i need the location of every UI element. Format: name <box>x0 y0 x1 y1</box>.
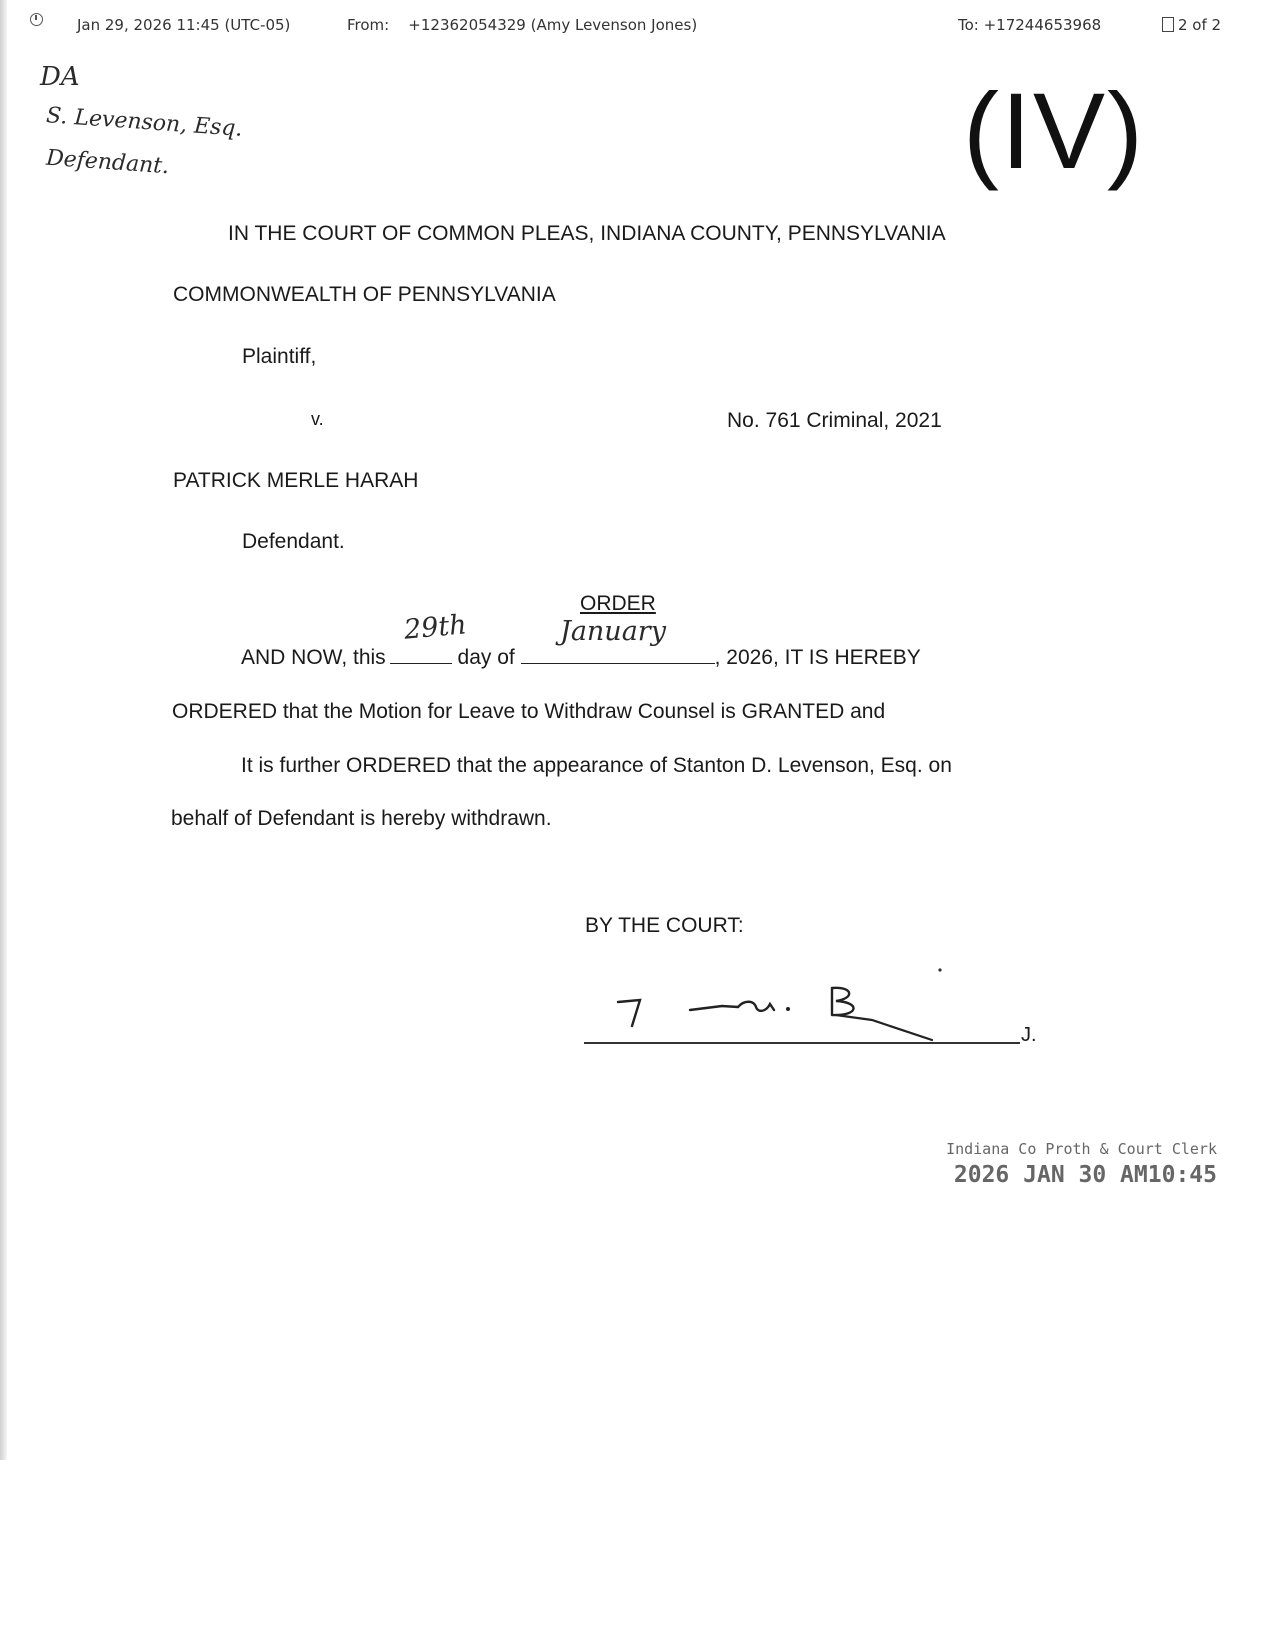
clock-icon <box>30 13 43 26</box>
judge-signature <box>610 960 970 1050</box>
case-number: No. 761 Criminal, 2021 <box>727 409 942 432</box>
order-line-1 <box>241 646 921 670</box>
month-blank <box>521 663 715 664</box>
exhibit-mark: (IV) <box>963 70 1145 191</box>
order-line-2: ORDERED that the Motion for Leave to Withdraw Counsel is GRANTED and <box>172 700 886 723</box>
fax-page-label: 2 of 2 <box>1178 16 1222 34</box>
order-intro: AND NOW, this <box>241 646 386 669</box>
fax-page-count <box>1162 16 1221 34</box>
fax-from-value: +12362054329 (Amy Levenson Jones) <box>408 16 698 34</box>
fax-from <box>347 16 697 34</box>
page-icon <box>1162 17 1174 32</box>
filing-stamp-datetime: 2026 JAN 30 AM10:45 <box>953 1162 1217 1188</box>
handwritten-month: January <box>560 616 666 647</box>
scan-edge-shadow <box>0 0 7 1460</box>
versus: v. <box>311 409 324 429</box>
judge-suffix: J. <box>1021 1024 1037 1046</box>
defendant-name: PATRICK MERLE HARAH <box>173 469 419 492</box>
court-heading: IN THE COURT OF COMMON PLEAS, INDIANA COUNTY, PENNSYLVANIA <box>228 222 946 245</box>
filing-stamp-clerk: Indiana Co Proth & Court Clerk <box>946 1140 1217 1158</box>
order-day-of: day of <box>457 646 515 669</box>
plaintiff-role: Plaintiff, <box>242 345 317 368</box>
fax-to: To: +17244653968 <box>958 16 1102 34</box>
handwritten-levenson: S. Levenson, Esq. <box>45 103 244 142</box>
signature-line <box>584 1042 1020 1044</box>
fax-timestamp: Jan 29, 2026 11:45 (UTC-05) <box>77 16 291 34</box>
order-year-clause: , 2026, IT IS HEREBY <box>714 646 921 669</box>
day-blank <box>390 663 452 664</box>
handwritten-day: 29th <box>402 609 468 646</box>
order-title: ORDER <box>580 592 656 615</box>
fax-from-label: From: <box>347 16 390 34</box>
order-line-4: behalf of Defendant is hereby withdrawn. <box>171 807 552 830</box>
defendant-role: Defendant. <box>242 530 345 553</box>
by-the-court: BY THE COURT: <box>585 914 744 937</box>
handwritten-da: DA <box>40 62 80 92</box>
handwritten-defendant: Defendant. <box>45 145 170 180</box>
order-line-3: It is further ORDERED that the appearance of Stanton D. Levenson, Esq. on <box>241 754 952 777</box>
plaintiff-name: COMMONWEALTH OF PENNSYLVANIA <box>173 283 556 306</box>
